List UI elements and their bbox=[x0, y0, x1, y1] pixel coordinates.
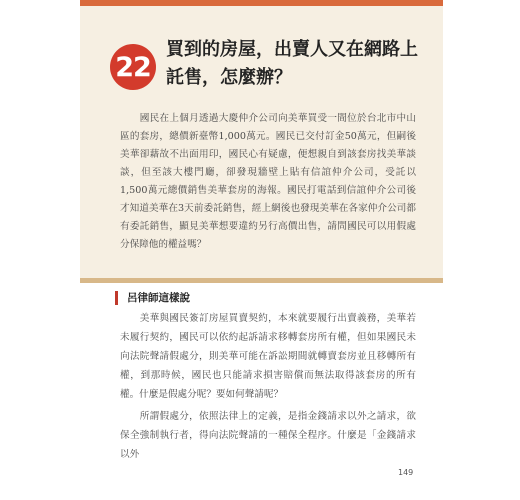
question-title bbox=[166, 36, 438, 92]
question-title-line-2: 託售，怎麼辦？ bbox=[166, 67, 292, 88]
page-number: 149 bbox=[398, 468, 414, 477]
question-title-line-1: 買到的房屋，出賣人又在網路上 bbox=[166, 39, 418, 60]
answer-paragraph-1: 美華與國民簽訂房屋買賣契約，本來就要履行出賣義務，美華若未履行契約，國民可以依約起訴請求移轉套房所有權，但如果國民未向法院聲請假處分，則美華可能在訴訟期間就轉賣套房並且移轉所有權，到那時候，國民也只能請求損害賠償而無法取得該套房的所有權。什麼是假處分呢？要如何聲請呢？ bbox=[120, 313, 416, 400]
answer-section-heading: 呂律師這樣說 bbox=[115, 291, 190, 305]
question-number-badge: 22 bbox=[110, 44, 156, 90]
answer-paragraph-2: 所謂假處分，依照法律上的定義，是指金錢請求以外之請求，欲保全強制執行者，得向法院聲請的一種保全程序。什麼是「金錢請求以外 bbox=[120, 411, 416, 460]
question-body: 國民在上個月透過大慶仲介公司向美華買受一間位於台北市中山區的套房，總價新臺幣1,000萬元。國民已交付訂金50萬元，但嗣後美華卻藉故不出面用印，國民心有疑慮，便想親自到該套房找美華談談，但至該大樓門廳，卻發現牆壁上貼有信誼仲介公司，受託以1,500萬元總價銷售美華套房的海報。國民打電話到信誼仲介公司後才知道美華在3天前委託銷售，經上網後也發現美華在各家仲介公司都有委託銷售，顯見美華想要違約另行高價出售，請問國民可以用假處分保障他的權益嗎？ bbox=[120, 113, 416, 250]
